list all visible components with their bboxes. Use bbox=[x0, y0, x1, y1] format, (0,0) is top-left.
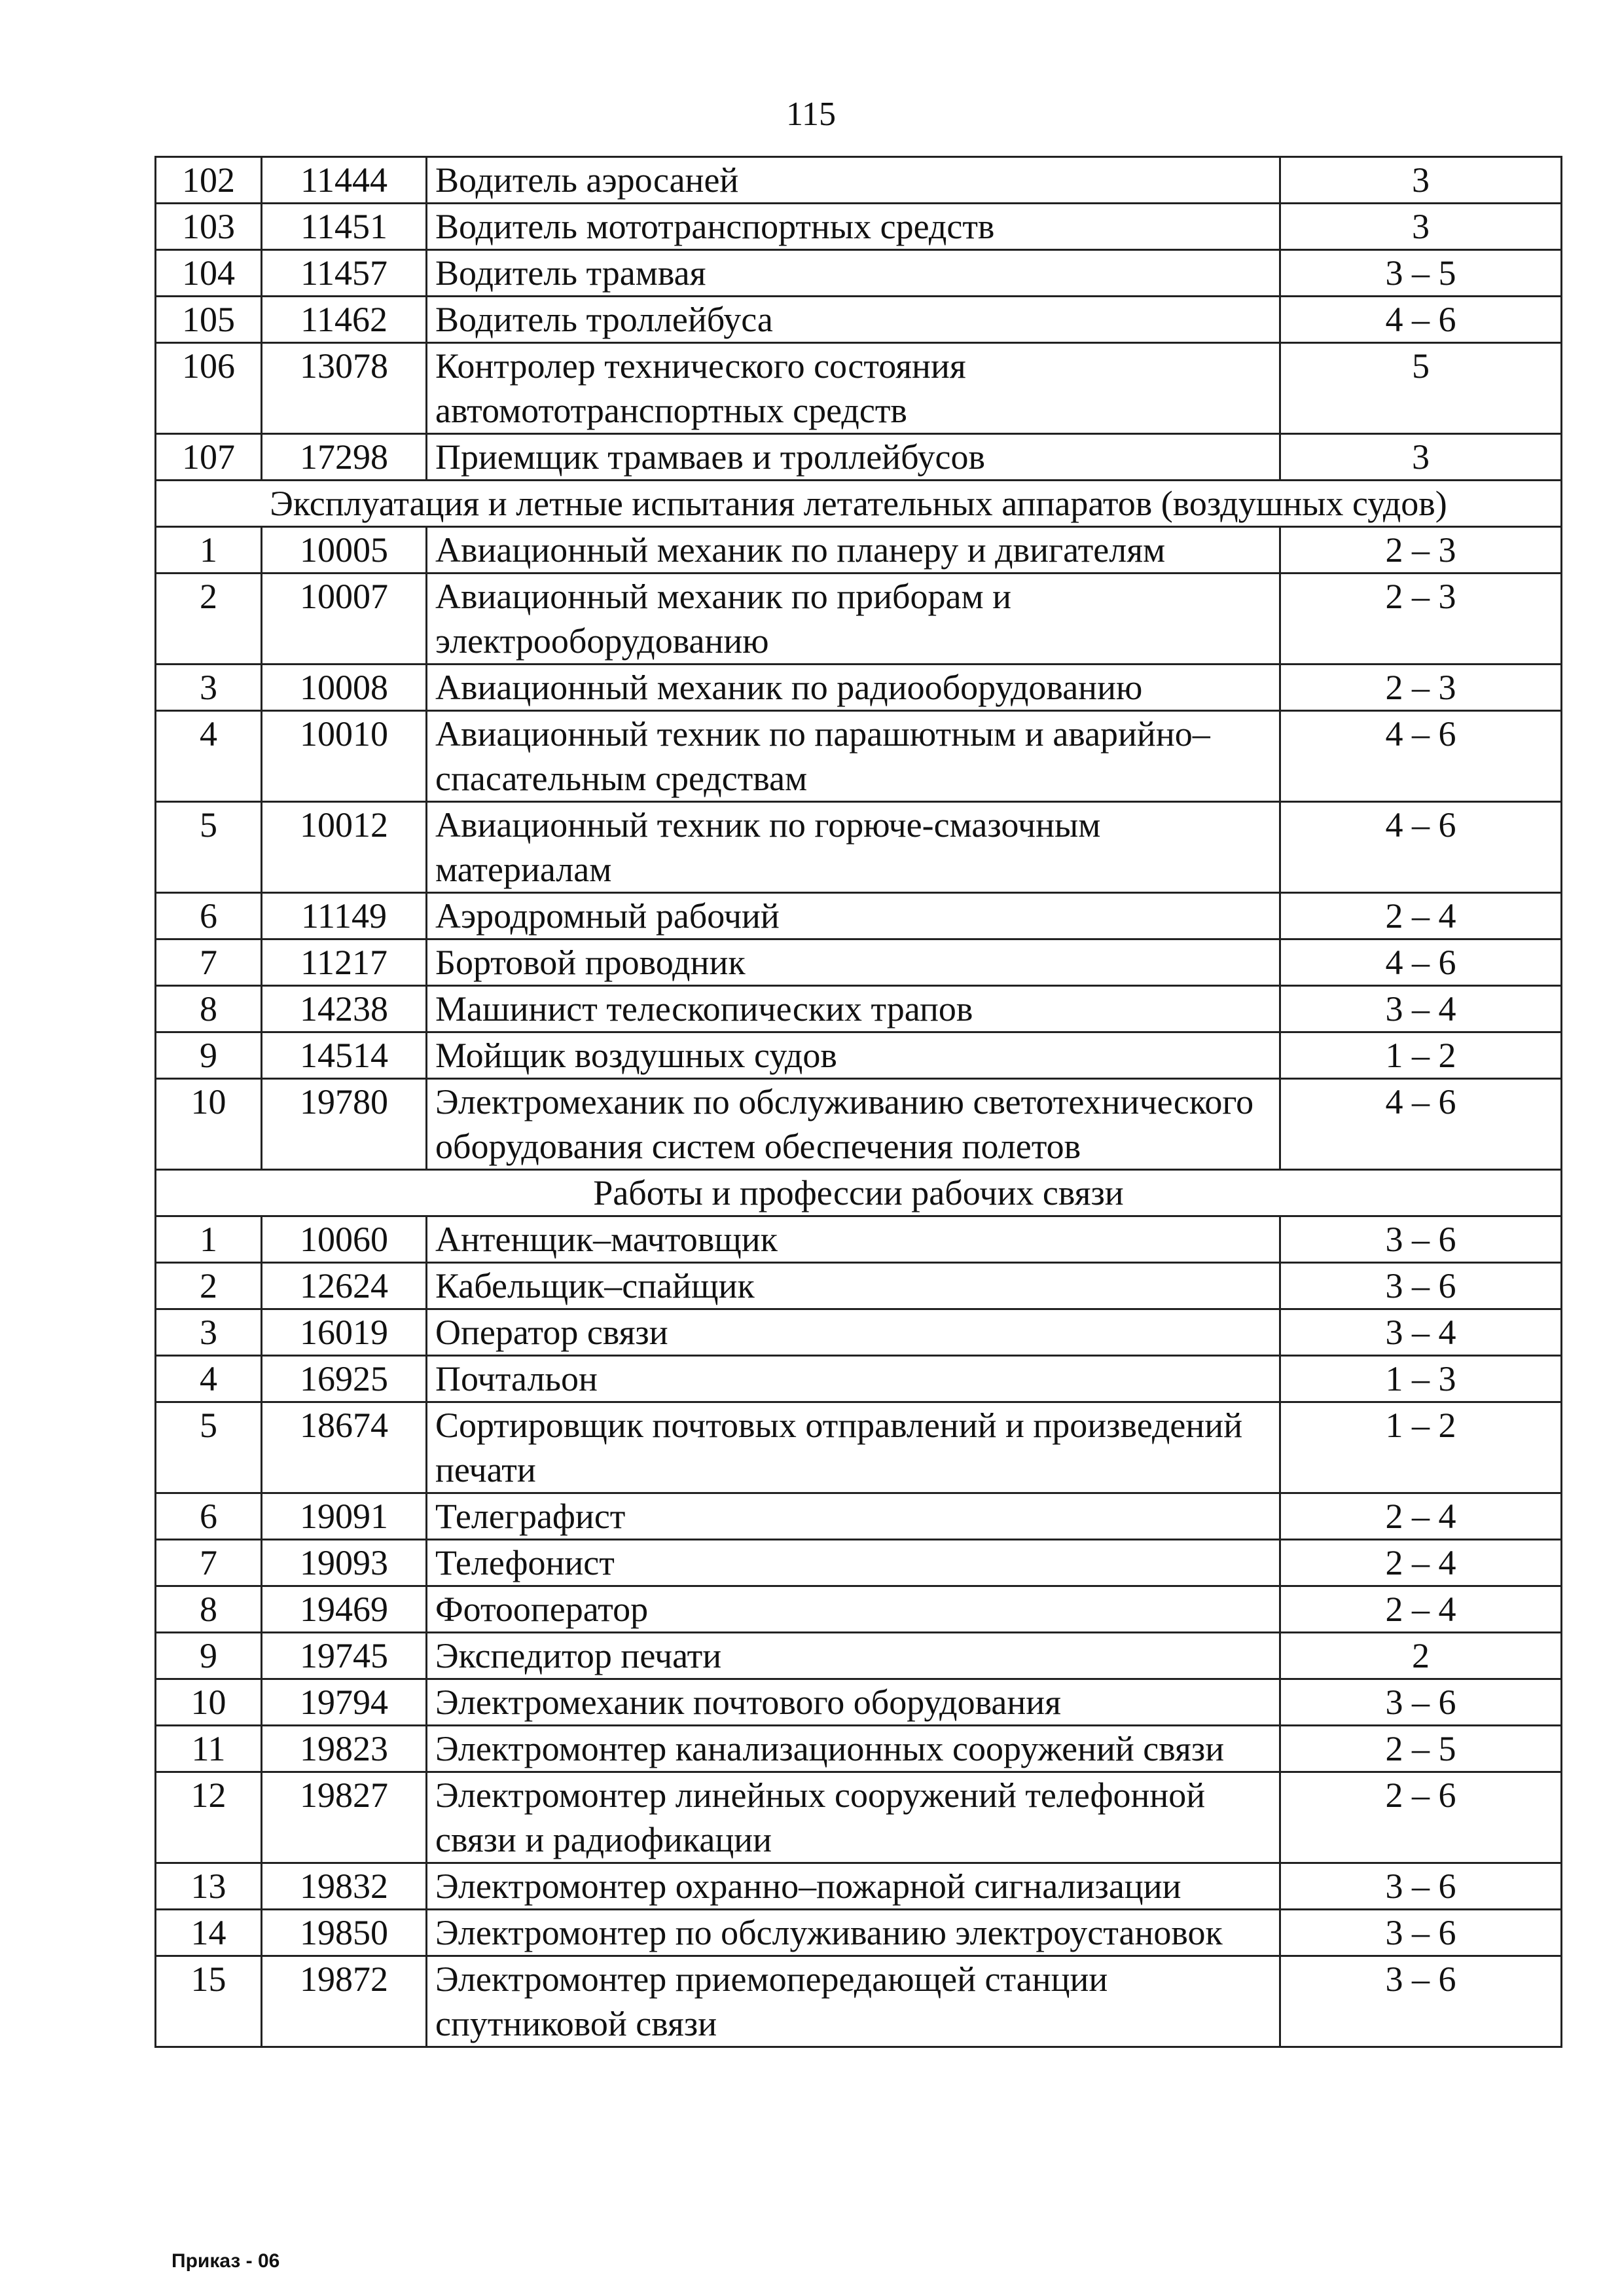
section-heading-row bbox=[156, 481, 1562, 527]
profession-name: Почтальон bbox=[427, 1356, 1280, 1402]
grade-range: 1 – 3 bbox=[1280, 1356, 1562, 1402]
grade-range: 3 – 6 bbox=[1280, 1863, 1562, 1910]
table-row bbox=[156, 343, 1562, 434]
profession-code: 14238 bbox=[262, 986, 427, 1032]
table-row bbox=[156, 1910, 1562, 1956]
grade-range: 2 bbox=[1280, 1633, 1562, 1679]
profession-code: 10005 bbox=[262, 527, 427, 574]
row-number: 102 bbox=[156, 157, 262, 204]
profession-code: 18674 bbox=[262, 1402, 427, 1493]
grade-range: 2 – 4 bbox=[1280, 1493, 1562, 1540]
table-row bbox=[156, 802, 1562, 893]
grade-range: 3 – 6 bbox=[1280, 1679, 1562, 1726]
section-heading: Эксплуатация и летные испытания летательных аппаратов (воздушных судов) bbox=[156, 481, 1562, 527]
table-row bbox=[156, 157, 1562, 204]
grade-range: 3 – 5 bbox=[1280, 250, 1562, 297]
profession-code: 10012 bbox=[262, 802, 427, 893]
grade-range: 4 – 6 bbox=[1280, 802, 1562, 893]
profession-name: Аэродромный рабочий bbox=[427, 893, 1280, 939]
profession-code: 19745 bbox=[262, 1633, 427, 1679]
profession-code: 19780 bbox=[262, 1079, 427, 1170]
grade-range: 5 bbox=[1280, 343, 1562, 434]
grade-range: 3 – 6 bbox=[1280, 1910, 1562, 1956]
profession-code: 11149 bbox=[262, 893, 427, 939]
grade-range: 2 – 4 bbox=[1280, 1540, 1562, 1586]
profession-name: Фотооператор bbox=[427, 1586, 1280, 1633]
grade-range: 2 – 3 bbox=[1280, 574, 1562, 665]
profession-code: 16019 bbox=[262, 1309, 427, 1356]
profession-name: Авиационный механик по планеру и двигателям bbox=[427, 527, 1280, 574]
profession-name: Электромонтер линейных сооружений телефонной связи и радиофикации bbox=[427, 1772, 1280, 1863]
grade-range: 2 – 4 bbox=[1280, 893, 1562, 939]
grade-range: 2 – 6 bbox=[1280, 1772, 1562, 1863]
row-number: 106 bbox=[156, 343, 262, 434]
table-row bbox=[156, 1309, 1562, 1356]
row-number: 13 bbox=[156, 1863, 262, 1910]
grade-range: 3 – 4 bbox=[1280, 1309, 1562, 1356]
grade-range: 3 – 4 bbox=[1280, 986, 1562, 1032]
grade-range: 4 – 6 bbox=[1280, 1079, 1562, 1170]
profession-code: 11457 bbox=[262, 250, 427, 297]
profession-name: Мойщик воздушных судов bbox=[427, 1032, 1280, 1079]
profession-code: 19093 bbox=[262, 1540, 427, 1586]
grade-range: 3 – 6 bbox=[1280, 1263, 1562, 1309]
grade-range: 1 – 2 bbox=[1280, 1032, 1562, 1079]
professions-table bbox=[154, 156, 1562, 2048]
row-number: 2 bbox=[156, 574, 262, 665]
row-number: 1 bbox=[156, 527, 262, 574]
profession-code: 14514 bbox=[262, 1032, 427, 1079]
profession-code: 17298 bbox=[262, 434, 427, 481]
profession-code: 10007 bbox=[262, 574, 427, 665]
profession-name: Электромонтер охранно–пожарной сигнализации bbox=[427, 1863, 1280, 1910]
table-row bbox=[156, 1956, 1562, 2047]
profession-name: Контролер технического состояния автомототранспортных средств bbox=[427, 343, 1280, 434]
row-number: 8 bbox=[156, 1586, 262, 1633]
row-number: 2 bbox=[156, 1263, 262, 1309]
table-row bbox=[156, 1263, 1562, 1309]
grade-range: 3 bbox=[1280, 157, 1562, 204]
footer-order-label: Приказ - 06 bbox=[171, 2250, 280, 2272]
table-row bbox=[156, 1493, 1562, 1540]
profession-code: 11217 bbox=[262, 939, 427, 986]
profession-name: Телеграфист bbox=[427, 1493, 1280, 1540]
profession-code: 19827 bbox=[262, 1772, 427, 1863]
profession-name: Авиационный механик по радиооборудованию bbox=[427, 665, 1280, 711]
profession-name: Электромеханик почтового оборудования bbox=[427, 1679, 1280, 1726]
grade-range: 3 – 6 bbox=[1280, 1216, 1562, 1263]
profession-code: 19794 bbox=[262, 1679, 427, 1726]
profession-code: 11451 bbox=[262, 204, 427, 250]
profession-name: Сортировщик почтовых отправлений и произведений печати bbox=[427, 1402, 1280, 1493]
profession-name: Авиационный техник по горюче-смазочным материалам bbox=[427, 802, 1280, 893]
profession-name: Оператор связи bbox=[427, 1309, 1280, 1356]
row-number: 7 bbox=[156, 1540, 262, 1586]
profession-code: 16925 bbox=[262, 1356, 427, 1402]
table-row bbox=[156, 527, 1562, 574]
grade-range: 1 – 2 bbox=[1280, 1402, 1562, 1493]
row-number: 8 bbox=[156, 986, 262, 1032]
profession-code: 13078 bbox=[262, 343, 427, 434]
profession-name: Электромонтер приемопередающей станции спутниковой связи bbox=[427, 1956, 1280, 2047]
profession-code: 10060 bbox=[262, 1216, 427, 1263]
row-number: 4 bbox=[156, 711, 262, 802]
profession-code: 11462 bbox=[262, 297, 427, 343]
row-number: 5 bbox=[156, 1402, 262, 1493]
profession-name: Электромонтер канализационных сооружений связи bbox=[427, 1726, 1280, 1772]
profession-name: Электромонтер по обслуживанию электроустановок bbox=[427, 1910, 1280, 1956]
table-row bbox=[156, 204, 1562, 250]
profession-code: 19832 bbox=[262, 1863, 427, 1910]
row-number: 9 bbox=[156, 1032, 262, 1079]
row-number: 105 bbox=[156, 297, 262, 343]
profession-name: Экспедитор печати bbox=[427, 1633, 1280, 1679]
row-number: 14 bbox=[156, 1910, 262, 1956]
table-row bbox=[156, 1079, 1562, 1170]
grade-range: 2 – 5 bbox=[1280, 1726, 1562, 1772]
profession-code: 10008 bbox=[262, 665, 427, 711]
profession-code: 11444 bbox=[262, 157, 427, 204]
table-row bbox=[156, 1032, 1562, 1079]
profession-code: 19872 bbox=[262, 1956, 427, 2047]
profession-code: 19823 bbox=[262, 1726, 427, 1772]
row-number: 1 bbox=[156, 1216, 262, 1263]
table-row bbox=[156, 297, 1562, 343]
table-row bbox=[156, 711, 1562, 802]
table-row bbox=[156, 665, 1562, 711]
table-row bbox=[156, 1216, 1562, 1263]
table-row bbox=[156, 893, 1562, 939]
row-number: 3 bbox=[156, 1309, 262, 1356]
grade-range: 4 – 6 bbox=[1280, 939, 1562, 986]
row-number: 12 bbox=[156, 1772, 262, 1863]
profession-name: Электромеханик по обслуживанию светотехнического оборудования систем обеспечения полетов bbox=[427, 1079, 1280, 1170]
row-number: 15 bbox=[156, 1956, 262, 2047]
profession-name: Водитель мототранспортных средств bbox=[427, 204, 1280, 250]
table-row bbox=[156, 1633, 1562, 1679]
table-row bbox=[156, 250, 1562, 297]
table-row bbox=[156, 574, 1562, 665]
section-heading: Работы и профессии рабочих связи bbox=[156, 1170, 1562, 1216]
grade-range: 3 bbox=[1280, 434, 1562, 481]
row-number: 10 bbox=[156, 1679, 262, 1726]
profession-code: 19850 bbox=[262, 1910, 427, 1956]
row-number: 3 bbox=[156, 665, 262, 711]
table-row bbox=[156, 1356, 1562, 1402]
profession-name: Телефонист bbox=[427, 1540, 1280, 1586]
table-row bbox=[156, 1726, 1562, 1772]
profession-name: Кабельщик–спайщик bbox=[427, 1263, 1280, 1309]
profession-name: Авиационный техник по парашютным и аварийно–спасательным средствам bbox=[427, 711, 1280, 802]
table-row bbox=[156, 1863, 1562, 1910]
table-row bbox=[156, 434, 1562, 481]
table-row bbox=[156, 1772, 1562, 1863]
row-number: 11 bbox=[156, 1726, 262, 1772]
row-number: 6 bbox=[156, 1493, 262, 1540]
row-number: 6 bbox=[156, 893, 262, 939]
row-number: 107 bbox=[156, 434, 262, 481]
profession-name: Водитель трамвая bbox=[427, 250, 1280, 297]
grade-range: 3 bbox=[1280, 204, 1562, 250]
row-number: 10 bbox=[156, 1079, 262, 1170]
grade-range: 2 – 3 bbox=[1280, 665, 1562, 711]
profession-code: 19469 bbox=[262, 1586, 427, 1633]
profession-name: Водитель троллейбуса bbox=[427, 297, 1280, 343]
table-row bbox=[156, 1540, 1562, 1586]
profession-name: Антенщик–мачтовщик bbox=[427, 1216, 1280, 1263]
profession-name: Машинист телескопических трапов bbox=[427, 986, 1280, 1032]
section-heading-row bbox=[156, 1170, 1562, 1216]
grade-range: 4 – 6 bbox=[1280, 711, 1562, 802]
grade-range: 3 – 6 bbox=[1280, 1956, 1562, 2047]
table-row bbox=[156, 1679, 1562, 1726]
profession-code: 10010 bbox=[262, 711, 427, 802]
profession-name: Авиационный механик по приборам и электрооборудованию bbox=[427, 574, 1280, 665]
row-number: 9 bbox=[156, 1633, 262, 1679]
profession-name: Приемщик трамваев и троллейбусов bbox=[427, 434, 1280, 481]
table-row bbox=[156, 986, 1562, 1032]
grade-range: 2 – 4 bbox=[1280, 1586, 1562, 1633]
table-row bbox=[156, 1586, 1562, 1633]
table-row bbox=[156, 939, 1562, 986]
grade-range: 2 – 3 bbox=[1280, 527, 1562, 574]
page-number: 115 bbox=[785, 96, 837, 133]
table-row bbox=[156, 1402, 1562, 1493]
row-number: 5 bbox=[156, 802, 262, 893]
row-number: 104 bbox=[156, 250, 262, 297]
row-number: 7 bbox=[156, 939, 262, 986]
profession-name: Водитель аэросаней bbox=[427, 157, 1280, 204]
profession-code: 19091 bbox=[262, 1493, 427, 1540]
profession-code: 12624 bbox=[262, 1263, 427, 1309]
profession-name: Бортовой проводник bbox=[427, 939, 1280, 986]
grade-range: 4 – 6 bbox=[1280, 297, 1562, 343]
row-number: 103 bbox=[156, 204, 262, 250]
row-number: 4 bbox=[156, 1356, 262, 1402]
